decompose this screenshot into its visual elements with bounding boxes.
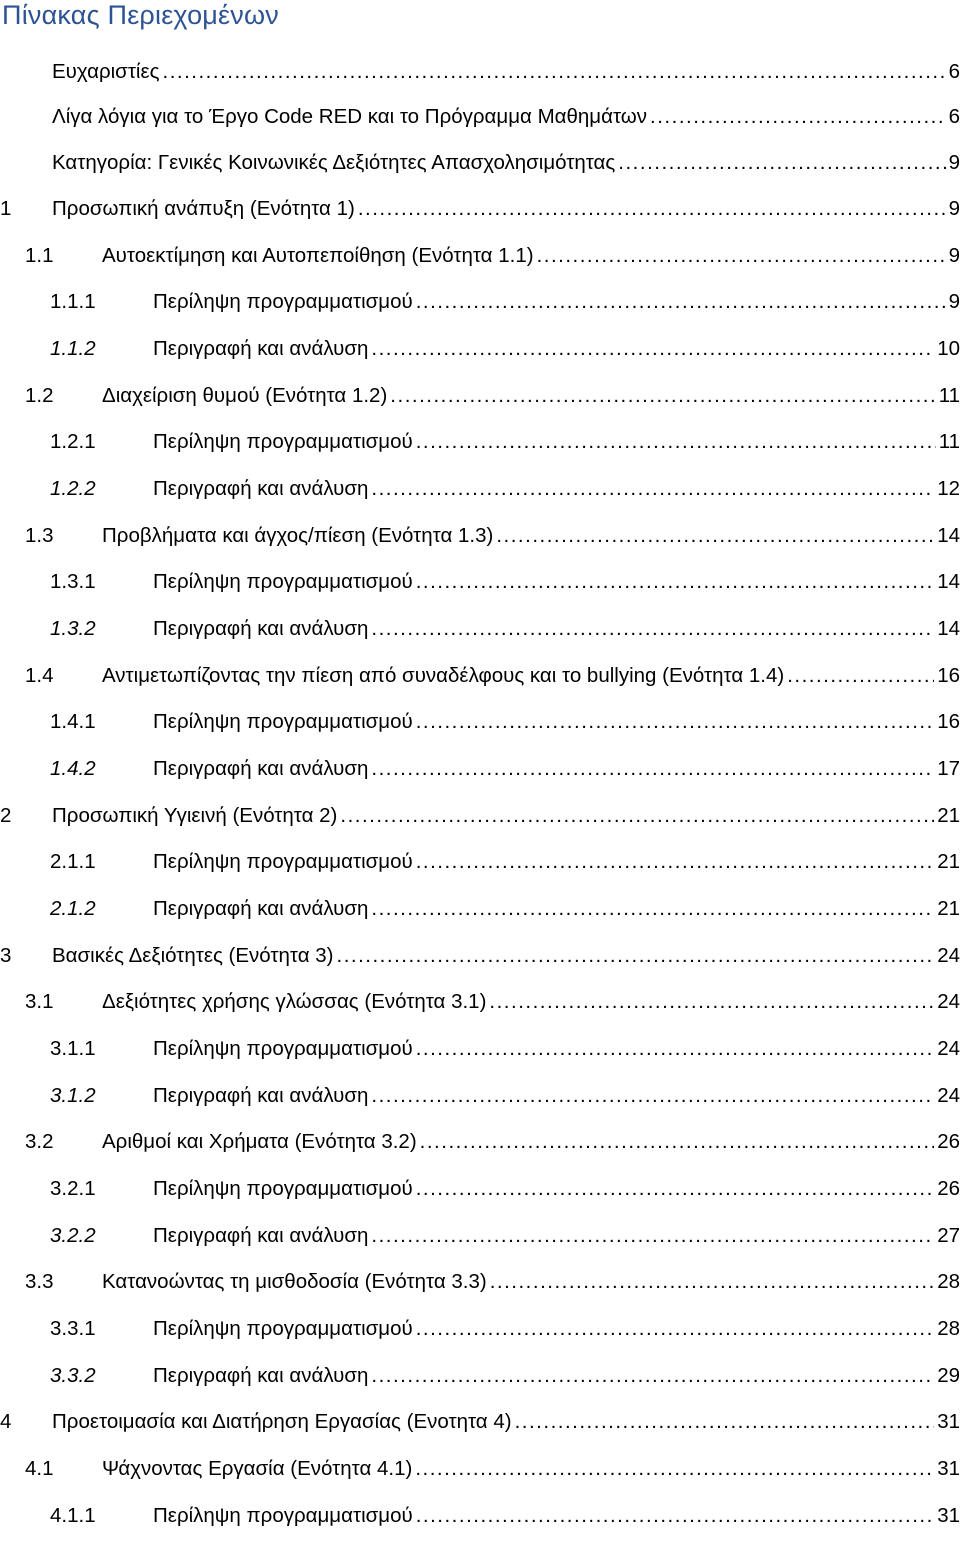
dot-leader bbox=[390, 381, 935, 411]
toc-entry-title: Περιγραφή και ανάλυση bbox=[153, 1084, 369, 1107]
toc-entry-title: Ευχαριστίες bbox=[52, 60, 160, 83]
toc-entry[interactable] bbox=[50, 1501, 960, 1531]
toc-entry-page-number: 16 bbox=[937, 710, 960, 733]
toc-entry[interactable] bbox=[25, 1454, 960, 1484]
toc-entry-number: 4.1 bbox=[25, 1457, 54, 1480]
toc-entry-title: Ψάχνοντας Εργασία (Ενότητα 4.1) bbox=[102, 1457, 413, 1480]
toc-entry-page-number: 31 bbox=[937, 1410, 960, 1433]
toc-entry-page-number: 28 bbox=[937, 1270, 960, 1293]
toc-entry-title: Περιγραφή και ανάλυση bbox=[153, 477, 369, 500]
toc-entry-title: Περίληψη προγραμματισμού bbox=[153, 850, 413, 873]
toc-entry-number: 3.1 bbox=[25, 990, 54, 1013]
dot-leader bbox=[618, 148, 945, 178]
toc-entry-page-number: 27 bbox=[937, 1224, 960, 1247]
toc-entry[interactable] bbox=[50, 334, 960, 364]
toc-entry[interactable] bbox=[0, 941, 960, 971]
toc-entry[interactable] bbox=[25, 1127, 960, 1157]
toc-entry-page-number: 31 bbox=[937, 1457, 960, 1480]
toc-entry-title: Προσωπική ανάπυξη (Ενότητα 1) bbox=[52, 197, 355, 220]
toc-entry-page-number: 21 bbox=[937, 897, 960, 920]
toc-entry-page-number: 14 bbox=[937, 524, 960, 547]
dot-leader bbox=[371, 894, 934, 924]
toc-entry-number: 3.2.1 bbox=[50, 1177, 96, 1200]
dot-leader bbox=[416, 567, 934, 597]
dot-leader bbox=[416, 707, 934, 737]
toc-entry-number: 4 bbox=[0, 1410, 12, 1433]
toc-entry[interactable] bbox=[50, 567, 960, 597]
toc-entry-page-number: 6 bbox=[948, 105, 960, 128]
dot-leader bbox=[416, 1501, 934, 1531]
toc-entry-number: 2.1.2 bbox=[50, 897, 96, 920]
toc-entry[interactable] bbox=[50, 847, 960, 877]
toc-entry-title: Περιγραφή και ανάλυση bbox=[153, 897, 369, 920]
toc-entry-page-number: 11 bbox=[938, 430, 960, 453]
toc-entry-title: Αντιμετωπίζοντας την πίεση από συναδέλφους και το bullying (Ενότητα 1.4) bbox=[102, 664, 785, 687]
toc-entry-title: Περιγραφή και ανάλυση bbox=[153, 617, 369, 640]
toc-entry[interactable] bbox=[50, 1081, 960, 1111]
toc-entry-page-number: 17 bbox=[937, 757, 960, 780]
toc-entry-number: 2 bbox=[0, 804, 12, 827]
toc-entry-page-number: 24 bbox=[937, 944, 960, 967]
dot-leader bbox=[489, 987, 934, 1017]
dot-leader bbox=[650, 102, 946, 132]
toc-entry[interactable] bbox=[50, 754, 960, 784]
dot-leader bbox=[416, 1314, 934, 1344]
page-title: Πίνακας Περιεχομένων bbox=[2, 0, 279, 30]
toc-entry-number: 1.2 bbox=[25, 384, 54, 407]
dot-leader bbox=[537, 241, 946, 271]
dot-leader bbox=[337, 941, 935, 971]
toc-entry-title: Περίληψη προγραμματισμού bbox=[153, 1177, 413, 1200]
toc-entry-title: Περίληψη προγραμματισμού bbox=[153, 570, 413, 593]
toc-entry-number: 1.3 bbox=[25, 524, 54, 547]
toc-entry[interactable] bbox=[25, 1267, 960, 1297]
toc-entry-number: 1.4.2 bbox=[50, 757, 96, 780]
dot-leader bbox=[371, 334, 934, 364]
toc-entry[interactable] bbox=[50, 1034, 960, 1064]
dot-leader bbox=[371, 1361, 934, 1391]
dot-leader bbox=[416, 1034, 934, 1064]
dot-leader bbox=[420, 1127, 935, 1157]
dot-leader bbox=[371, 614, 934, 644]
toc-entry-title: Περίληψη προγραμματισμού bbox=[153, 290, 413, 313]
toc-entry-page-number: 14 bbox=[937, 570, 960, 593]
toc-entry-title: Προετοιμασία και Διατήρηση Εργασίας (Ενοτητα 4) bbox=[52, 1410, 512, 1433]
toc-entry[interactable] bbox=[25, 521, 960, 551]
toc-entry-number: 3.3.1 bbox=[50, 1317, 96, 1340]
dot-leader bbox=[416, 427, 936, 457]
toc-entry-number: 1.1.2 bbox=[50, 337, 96, 360]
toc-entry-page-number: 24 bbox=[937, 990, 960, 1013]
toc-entry-page-number: 21 bbox=[937, 850, 960, 873]
toc-entry-number: 2.1.1 bbox=[50, 850, 96, 873]
toc-entry-title: Αριθμοί και Χρήματα (Ενότητα 3.2) bbox=[102, 1130, 417, 1153]
toc-entry-title: Περιγραφή και ανάλυση bbox=[153, 757, 369, 780]
toc-entry-title: Περίληψη προγραμματισμού bbox=[153, 1317, 413, 1340]
toc-entry-page-number: 26 bbox=[937, 1130, 960, 1153]
toc-entry-page-number: 26 bbox=[937, 1177, 960, 1200]
toc-entry-title: Κατανοώντας τη μισθοδοσία (Ενότητα 3.3) bbox=[102, 1270, 487, 1293]
toc-entry-number: 1.2.1 bbox=[50, 430, 96, 453]
toc-entry[interactable] bbox=[52, 102, 960, 132]
toc-entry-number: 1 bbox=[0, 197, 12, 220]
toc-entry-title: Κατηγορία: Γενικές Κοινωνικές Δεξιότητες Απασχολησιμότητας bbox=[52, 151, 616, 174]
toc-entry-title: Περιγραφή και ανάλυση bbox=[153, 337, 369, 360]
toc-entry-title: Περίληψη προγραμματισμού bbox=[153, 710, 413, 733]
toc-entry[interactable] bbox=[50, 427, 960, 457]
toc-entry-page-number: 9 bbox=[948, 197, 960, 220]
toc-entry-page-number: 31 bbox=[937, 1504, 960, 1527]
dot-leader bbox=[371, 474, 934, 504]
toc-entry-title: Περίληψη προγραμματισμού bbox=[153, 430, 413, 453]
toc-entry[interactable] bbox=[0, 801, 960, 831]
toc-entry-title: Προβλήματα και άγχος/πίεση (Ενότητα 1.3) bbox=[102, 524, 494, 547]
toc-entry-page-number: 9 bbox=[948, 151, 960, 174]
toc-entry-page-number: 28 bbox=[937, 1317, 960, 1340]
dot-leader bbox=[515, 1407, 935, 1437]
toc-entry-page-number: 29 bbox=[937, 1364, 960, 1387]
toc-entry-title: Περίληψη προγραμματισμού bbox=[153, 1504, 413, 1527]
toc-entry-title: Δεξιότητες χρήσης γλώσσας (Ενότητα 3.1) bbox=[102, 990, 487, 1013]
dot-leader bbox=[416, 1174, 934, 1204]
toc-entry[interactable] bbox=[50, 1361, 960, 1391]
toc-entry[interactable] bbox=[52, 148, 960, 178]
toc-entry-number: 1.1.1 bbox=[50, 290, 96, 313]
toc-entry-title: Περίληψη προγραμματισμού bbox=[153, 1037, 413, 1060]
toc-entry-page-number: 24 bbox=[937, 1084, 960, 1107]
toc-entry-page-number: 21 bbox=[937, 804, 960, 827]
toc-entry-title: Λίγα λόγια για το Έργο Code RED και το Πρόγραμμα Μαθημάτων bbox=[52, 105, 648, 128]
toc-entry-number: 1.3.1 bbox=[50, 570, 96, 593]
toc-entry-number: 3.1.1 bbox=[50, 1037, 96, 1060]
toc-entry-title: Διαχείριση θυμού (Ενότητα 1.2) bbox=[102, 384, 388, 407]
toc-entry[interactable] bbox=[50, 287, 960, 317]
toc-entry-title: Προσωπική Υγιεινή (Ενότητα 2) bbox=[52, 804, 338, 827]
toc-entry[interactable] bbox=[25, 241, 960, 271]
dot-leader bbox=[490, 1267, 934, 1297]
toc-entry-number: 3.1.2 bbox=[50, 1084, 96, 1107]
dot-leader bbox=[340, 801, 934, 831]
toc-entry-page-number: 24 bbox=[937, 1037, 960, 1060]
toc-entry[interactable] bbox=[25, 381, 960, 411]
toc-entry-number: 3.3.2 bbox=[50, 1364, 96, 1387]
toc-entry-page-number: 9 bbox=[948, 290, 960, 313]
toc-entry-number: 3.2 bbox=[25, 1130, 54, 1153]
dot-leader bbox=[496, 521, 934, 551]
dot-leader bbox=[163, 57, 946, 87]
toc-entry-page-number: 9 bbox=[948, 244, 960, 267]
toc-entry[interactable] bbox=[0, 194, 960, 224]
toc-entry-page-number: 11 bbox=[938, 384, 960, 407]
dot-leader bbox=[416, 847, 934, 877]
toc-entry[interactable] bbox=[52, 57, 960, 87]
toc-entry[interactable] bbox=[25, 987, 960, 1017]
toc-entry[interactable] bbox=[50, 474, 960, 504]
toc-entry[interactable] bbox=[50, 1314, 960, 1344]
dot-leader bbox=[416, 287, 946, 317]
toc-entry-number: 1.1 bbox=[25, 244, 54, 267]
toc-entry-title: Αυτοεκτίμηση και Αυτοπεποίθηση (Ενότητα 1.1) bbox=[102, 244, 534, 267]
toc-entry-page-number: 14 bbox=[937, 617, 960, 640]
dot-leader bbox=[358, 194, 946, 224]
dot-leader bbox=[371, 754, 934, 784]
toc-entry-number: 4.1.1 bbox=[50, 1504, 96, 1527]
toc-entry-number: 3 bbox=[0, 944, 12, 967]
toc-entry-number: 3.2.2 bbox=[50, 1224, 96, 1247]
dot-leader bbox=[371, 1081, 934, 1111]
toc-entry-page-number: 12 bbox=[937, 477, 960, 500]
toc-entry[interactable] bbox=[50, 894, 960, 924]
dot-leader bbox=[415, 1454, 934, 1484]
toc-entry-page-number: 16 bbox=[937, 664, 960, 687]
toc-entry-title: Βασικές Δεξιότητες (Ενότητα 3) bbox=[52, 944, 334, 967]
toc-entry[interactable] bbox=[50, 1221, 960, 1251]
toc-entry-number: 1.2.2 bbox=[50, 477, 96, 500]
toc-entry[interactable] bbox=[25, 661, 960, 691]
toc-entry[interactable] bbox=[50, 1174, 960, 1204]
dot-leader bbox=[787, 661, 934, 691]
toc-entry-page-number: 10 bbox=[937, 337, 960, 360]
toc-entry-number: 3.3 bbox=[25, 1270, 54, 1293]
toc-entry-number: 1.4.1 bbox=[50, 710, 96, 733]
dot-leader bbox=[371, 1221, 934, 1251]
toc-entry-title: Περιγραφή και ανάλυση bbox=[153, 1224, 369, 1247]
toc-entry[interactable] bbox=[50, 707, 960, 737]
toc-entry[interactable] bbox=[0, 1407, 960, 1437]
toc-entry-number: 1.4 bbox=[25, 664, 54, 687]
toc-entry-number: 1.3.2 bbox=[50, 617, 96, 640]
toc-entry[interactable] bbox=[50, 614, 960, 644]
toc-entry-page-number: 6 bbox=[948, 60, 960, 83]
toc-entry-title: Περιγραφή και ανάλυση bbox=[153, 1364, 369, 1387]
